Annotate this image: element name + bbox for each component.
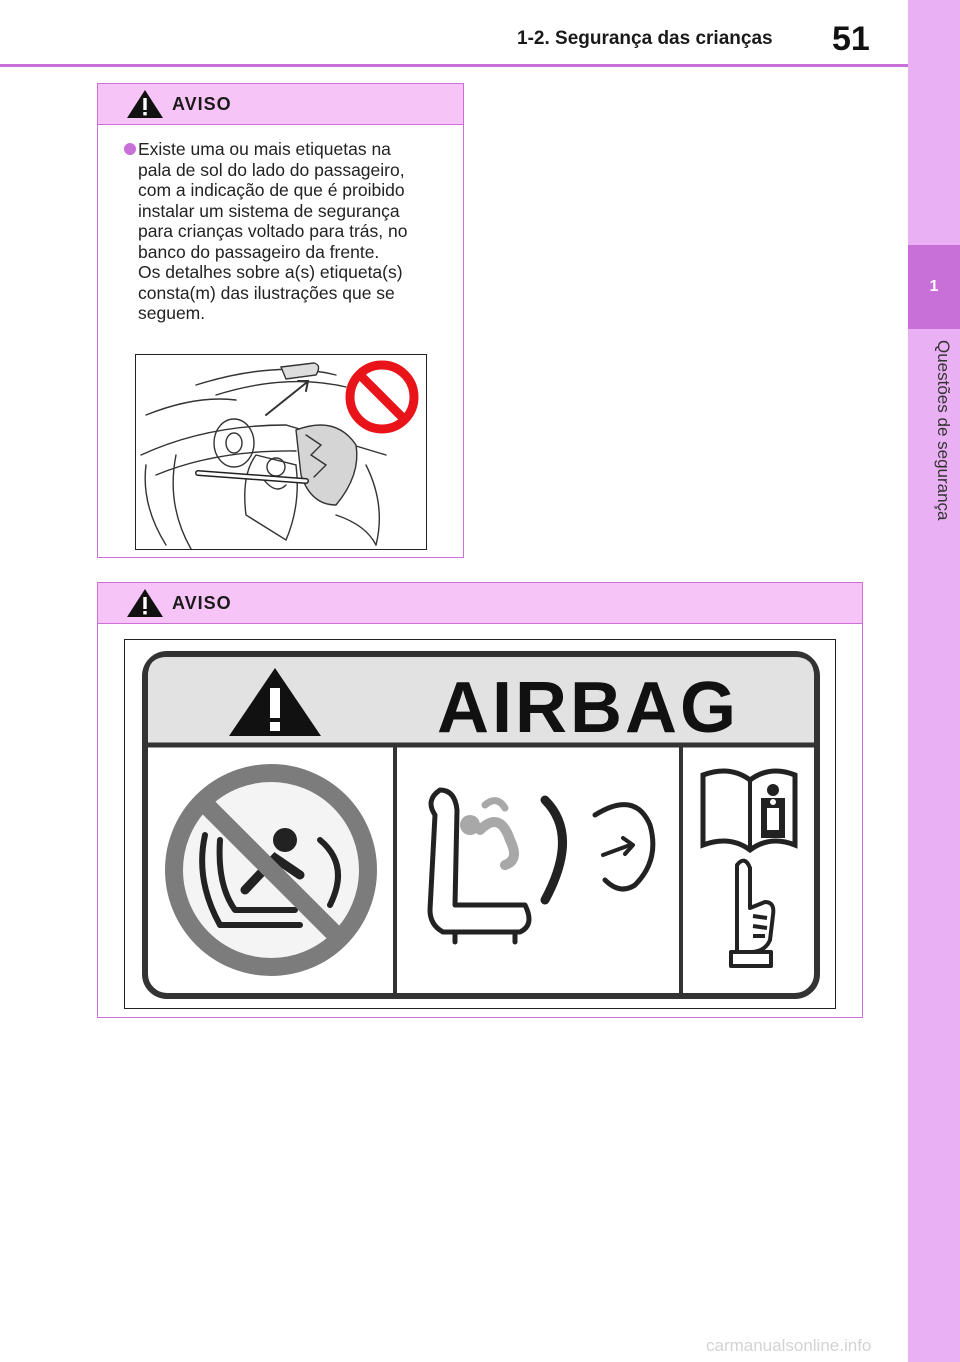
- car-interior-drawing: [136, 355, 426, 549]
- chapter-name: Questões de segurança: [934, 340, 953, 521]
- warning-header: [98, 84, 463, 125]
- chapter-number-tab: [908, 245, 960, 329]
- page-number: 51: [832, 20, 870, 58]
- side-tab-strip: [908, 0, 960, 1362]
- warning-label: AVISO: [172, 592, 232, 613]
- bullet-icon: [124, 143, 136, 155]
- passenger-airbag-illustration: [135, 354, 427, 550]
- warning-text: Existe uma ou mais etiquetas na pala de sol do lado do passageiro, com a indicação de que é proibido instalar um sistema de segurança para crianças voltado para trás, no banco do passageiro da frente. Os detalhes sobre a(s) etiqueta(s) consta(m) das ilustrações que se seguem.: [138, 139, 408, 323]
- section-title: 1-2. Segurança das crianças: [517, 28, 773, 49]
- chapter-number: 1: [929, 278, 939, 295]
- header-divider: [0, 64, 908, 67]
- airbag-label-text: AIRBAG: [437, 668, 739, 748]
- warning-label: AVISO: [172, 93, 232, 114]
- warning-box-sun-visor: [97, 83, 464, 558]
- airbag-warning-label-illustration: [124, 639, 836, 1009]
- warning-triangle-icon: [126, 588, 164, 618]
- prohibition-icon: [174, 773, 368, 967]
- footer-watermark: carmanualsonline.info: [706, 1336, 872, 1355]
- warning-header: [98, 583, 862, 624]
- warning-body: [124, 139, 454, 324]
- prohibition-icon: [350, 365, 414, 429]
- warning-box-airbag-label: [97, 582, 863, 1018]
- warning-triangle-icon: [126, 89, 164, 119]
- info-book-icon: [703, 771, 795, 850]
- airbag-label-drawing: [125, 640, 835, 1008]
